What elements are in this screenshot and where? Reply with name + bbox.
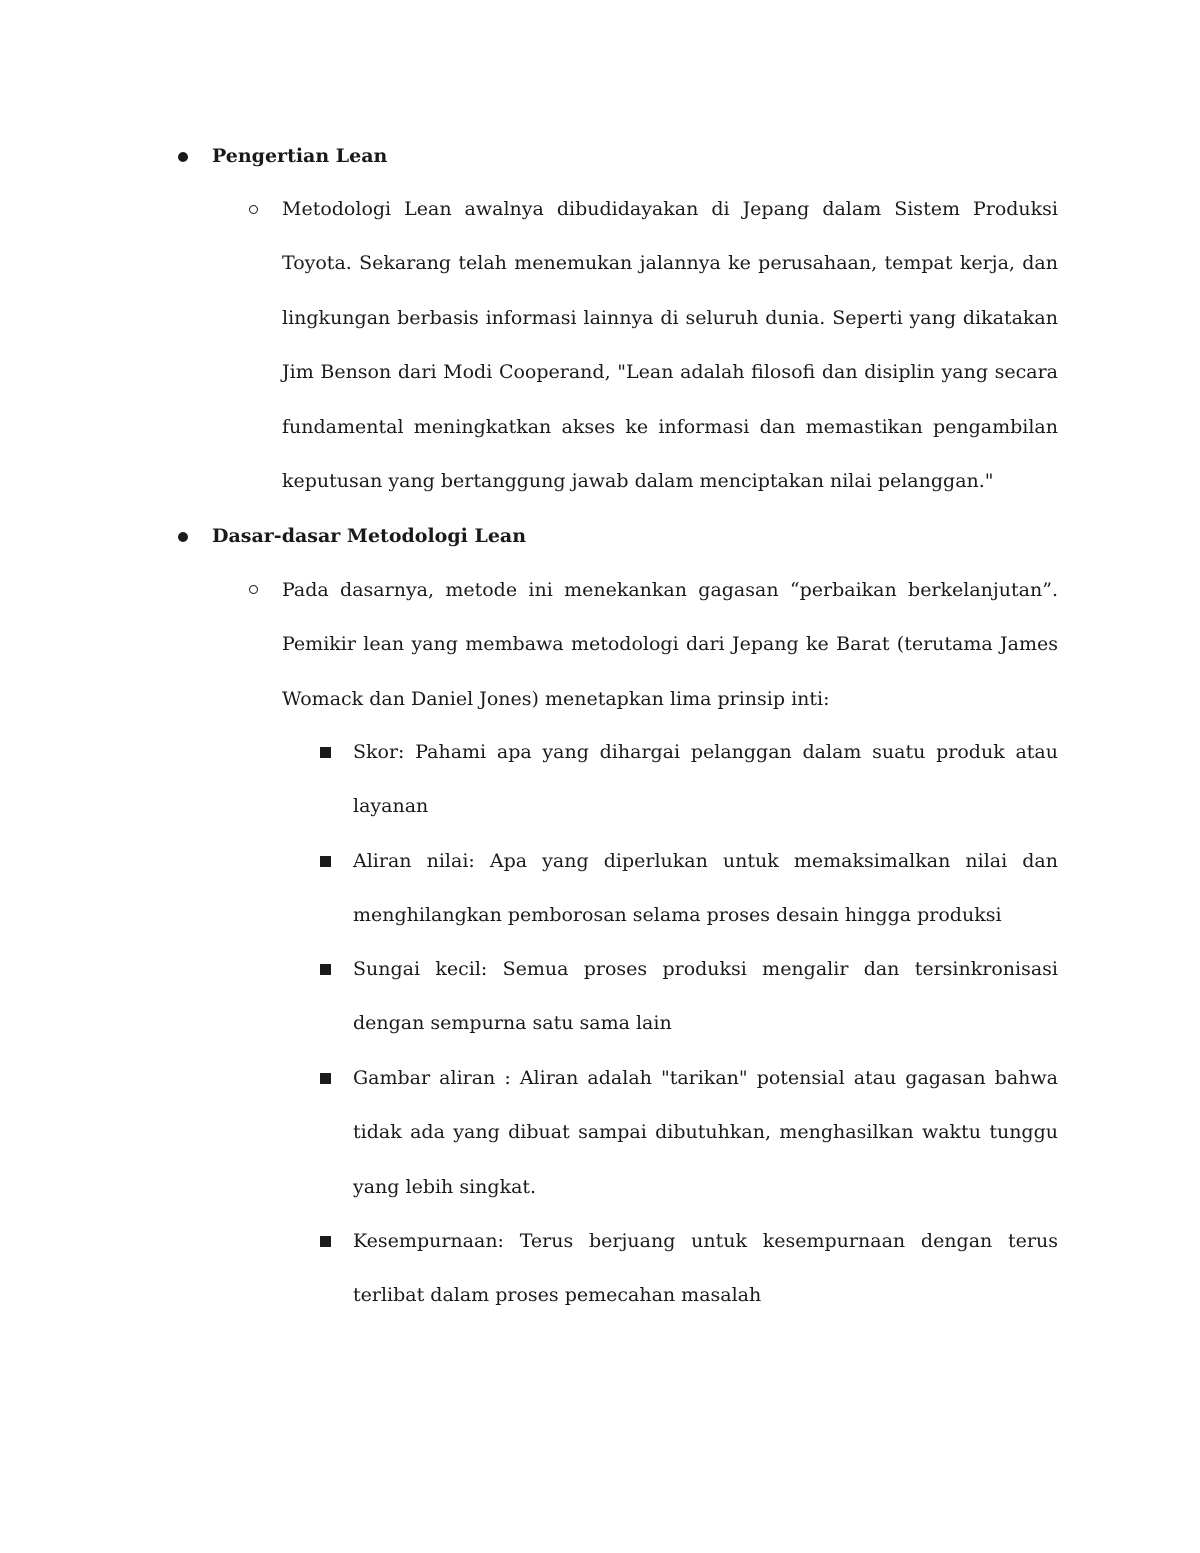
bullet-disc-icon bbox=[178, 532, 188, 542]
section-heading: Pengertian Lean bbox=[212, 145, 388, 167]
principle-item: Kesempurnaan: Terus berjuang untuk kesempurnaan dengan terus terlibat dalam proses pemecahan masalah bbox=[353, 1230, 1058, 1307]
bullet-square-icon bbox=[320, 747, 331, 758]
section-paragraph: Pada dasarnya, metode ini menekankan gagasan “perbaikan berkelanjutan”. Pemikir lean yang membawa metodologi dari Jepang ke Barat (terutama James Womack dan Daniel Jones) menetapkan lima prinsip inti: bbox=[282, 579, 1058, 710]
principle-item: Gambar aliran : Aliran adalah "tarikan" potensial atau gagasan bahwa tidak ada yang dibuat sampai dibutuhkan, menghasilkan waktu tunggu yang lebih singkat. bbox=[353, 1067, 1058, 1198]
section-heading: Dasar-dasar Metodologi Lean bbox=[212, 525, 527, 547]
section-paragraph: Metodologi Lean awalnya dibudidayakan di Jepang dalam Sistem Produksi Toyota. Sekarang telah menemukan jalannya ke perusahaan, tempat kerja, dan lingkungan berbasis informasi lainnya di seluruh dunia. Seperti yang dikatakan Jim Benson dari Modi Cooperand, "Lean adalah filosofi dan disiplin yang secara fundamental meningkatkan akses ke informasi dan memastikan pengambilan keputusan yang bertanggung jawab dalam menciptakan nilai pelanggan." bbox=[282, 198, 1058, 493]
bullet-circle-icon bbox=[249, 585, 258, 594]
principle-item: Sungai kecil: Semua proses produksi mengalir dan tersinkronisasi dengan sempurna satu sama lain bbox=[353, 958, 1058, 1035]
bullet-square-icon bbox=[320, 1073, 331, 1084]
bullet-circle-icon bbox=[249, 205, 258, 214]
bullet-square-icon bbox=[320, 856, 331, 867]
principle-item: Aliran nilai: Apa yang diperlukan untuk memaksimalkan nilai dan menghilangkan pemborosan selama proses desain hingga produksi bbox=[353, 850, 1058, 927]
bullet-disc-icon bbox=[178, 152, 188, 162]
bullet-square-icon bbox=[320, 1236, 331, 1247]
bullet-square-icon bbox=[320, 964, 331, 975]
principle-item: Skor: Pahami apa yang dihargai pelanggan dalam suatu produk atau layanan bbox=[353, 741, 1058, 818]
